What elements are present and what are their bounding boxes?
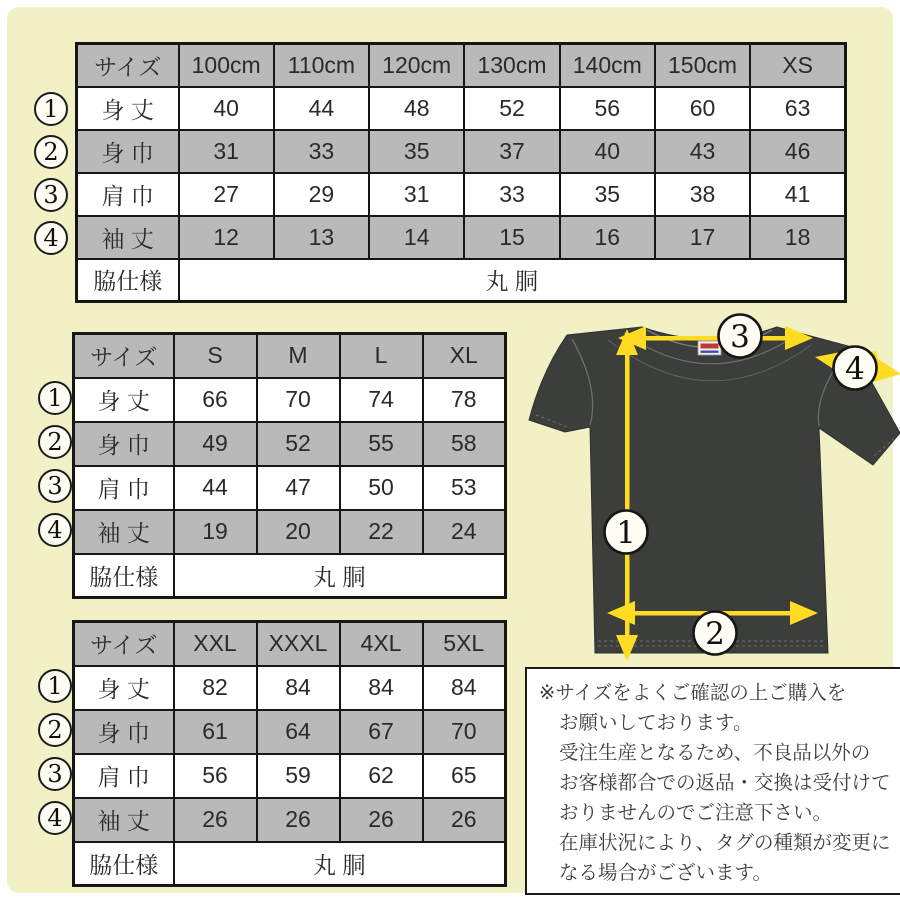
notice-line: なる場合がございます。 xyxy=(559,862,772,884)
size-value-cell: 56 xyxy=(560,87,655,130)
notice-box xyxy=(525,667,900,895)
svg-text:4: 4 xyxy=(845,351,865,387)
size-value-cell: 29 xyxy=(274,173,369,216)
size-value-cell: 53 xyxy=(423,466,506,510)
table-row xyxy=(74,378,506,422)
size-value-cell: 52 xyxy=(464,87,559,130)
notice-line: お客様都合での返品・交換は受付けて xyxy=(559,772,891,794)
size-value-cell: 26 xyxy=(174,798,257,842)
size-table-big xyxy=(47,620,507,887)
size-value-cell: 84 xyxy=(423,666,506,710)
row-marker-2: 2 xyxy=(34,135,68,169)
table-row xyxy=(74,710,506,754)
size-value-cell: 33 xyxy=(274,130,369,173)
size-value-cell: 84 xyxy=(340,666,423,710)
footer-label: 脇仕様 xyxy=(74,554,174,598)
table-row xyxy=(74,754,506,798)
column-header: 100cm xyxy=(179,44,274,87)
size-value-cell: 49 xyxy=(174,422,257,466)
column-header: XXXL xyxy=(257,622,340,666)
row-label: 身 巾 xyxy=(74,710,174,754)
size-value-cell: 48 xyxy=(369,87,464,130)
column-header: L xyxy=(340,334,423,378)
marker-4 xyxy=(834,347,877,390)
marker-2 xyxy=(694,612,737,655)
size-value-cell: 17 xyxy=(655,216,750,259)
size-value-cell: 62 xyxy=(340,754,423,798)
size-value-cell: 31 xyxy=(369,173,464,216)
brand-tag xyxy=(698,341,721,355)
row-marker-gutter xyxy=(34,42,70,303)
size-value-cell: 82 xyxy=(174,666,257,710)
size-value-cell: 47 xyxy=(257,466,340,510)
size-value-cell: 41 xyxy=(750,173,845,216)
size-value-cell: 43 xyxy=(655,130,750,173)
row-label: 身 巾 xyxy=(77,130,179,173)
svg-text:1: 1 xyxy=(616,515,636,551)
table-row xyxy=(77,87,846,130)
size-value-cell: 40 xyxy=(179,87,274,130)
table-row xyxy=(74,666,506,710)
column-header: XXL xyxy=(174,622,257,666)
marker-3 xyxy=(719,315,762,358)
size-value-cell: 18 xyxy=(750,216,845,259)
tshirt-diagram xyxy=(512,303,900,675)
row-marker-4: 4 xyxy=(34,221,68,255)
size-value-cell: 12 xyxy=(179,216,274,259)
table-row xyxy=(77,173,846,216)
size-value-cell: 27 xyxy=(179,173,274,216)
page-background xyxy=(7,7,893,893)
size-value-cell: 24 xyxy=(423,510,506,554)
size-value-cell: 84 xyxy=(257,666,340,710)
size-table-kids xyxy=(43,42,847,303)
s-xl-size-table xyxy=(72,332,507,599)
size-value-cell: 78 xyxy=(423,378,506,422)
svg-text:2: 2 xyxy=(705,616,725,652)
row-label: 袖 丈 xyxy=(74,798,174,842)
column-header: M xyxy=(257,334,340,378)
footer-label: 脇仕様 xyxy=(77,259,179,302)
size-value-cell: 22 xyxy=(340,510,423,554)
size-value-cell: 44 xyxy=(174,466,257,510)
marker-1 xyxy=(605,511,648,554)
size-value-cell: 35 xyxy=(369,130,464,173)
table-row xyxy=(77,130,846,173)
row-marker-gutter xyxy=(38,332,74,599)
size-value-cell: 58 xyxy=(423,422,506,466)
footer-value: 丸 胴 xyxy=(174,554,506,598)
svg-text:3: 3 xyxy=(730,319,750,355)
column-header: XL xyxy=(423,334,506,378)
notice-line: 在庫状況により、タグの種類が変更に xyxy=(559,832,891,854)
row-marker-1: 1 xyxy=(38,669,72,703)
size-value-cell: 37 xyxy=(464,130,559,173)
row-marker-3: 3 xyxy=(34,178,68,212)
row-marker-1: 1 xyxy=(38,381,72,415)
row-label: 身 巾 xyxy=(74,422,174,466)
size-value-cell: 70 xyxy=(257,378,340,422)
size-value-cell: 15 xyxy=(464,216,559,259)
size-value-cell: 13 xyxy=(274,216,369,259)
size-value-cell: 26 xyxy=(340,798,423,842)
column-header: S xyxy=(174,334,257,378)
size-value-cell: 26 xyxy=(257,798,340,842)
size-value-cell: 31 xyxy=(179,130,274,173)
table-row xyxy=(74,422,506,466)
row-label: 袖 丈 xyxy=(77,216,179,259)
footer-row xyxy=(74,554,506,598)
size-value-cell: 20 xyxy=(257,510,340,554)
column-header: XS xyxy=(750,44,845,87)
size-value-cell: 74 xyxy=(340,378,423,422)
column-header: 110cm xyxy=(274,44,369,87)
table-row xyxy=(74,798,506,842)
size-value-cell: 16 xyxy=(560,216,655,259)
column-header: 150cm xyxy=(655,44,750,87)
row-label: 肩 巾 xyxy=(74,754,174,798)
size-value-cell: 61 xyxy=(174,710,257,754)
tshirt-svg xyxy=(512,303,900,675)
column-header: 130cm xyxy=(464,44,559,87)
row-marker-2: 2 xyxy=(38,713,72,747)
notice-line: お願いしております。 xyxy=(559,712,753,734)
table-row xyxy=(77,216,846,259)
size-value-cell: 40 xyxy=(560,130,655,173)
size-value-cell: 67 xyxy=(340,710,423,754)
size-value-cell: 50 xyxy=(340,466,423,510)
footer-value: 丸 胴 xyxy=(179,259,846,302)
size-value-cell: 33 xyxy=(464,173,559,216)
row-marker-2: 2 xyxy=(38,425,72,459)
row-label: 身 丈 xyxy=(74,378,174,422)
size-value-cell: 38 xyxy=(655,173,750,216)
row-marker-4: 4 xyxy=(38,801,72,835)
notice-line: おりませんのでご注意下さい。 xyxy=(559,802,833,824)
size-value-cell: 60 xyxy=(655,87,750,130)
table-row xyxy=(74,510,506,554)
row-marker-4: 4 xyxy=(38,513,72,547)
size-value-cell: 19 xyxy=(174,510,257,554)
row-label: 肩 巾 xyxy=(77,173,179,216)
row-label: 身 丈 xyxy=(77,87,179,130)
size-header-label: サイズ xyxy=(77,44,179,87)
row-label: 袖 丈 xyxy=(74,510,174,554)
notice-line: ※サイズをよくご確認の上ご購入を xyxy=(539,682,847,704)
size-table-adult xyxy=(47,332,507,599)
footer-row xyxy=(74,842,506,886)
size-value-cell: 26 xyxy=(423,798,506,842)
size-value-cell: 70 xyxy=(423,710,506,754)
size-value-cell: 44 xyxy=(274,87,369,130)
size-value-cell: 64 xyxy=(257,710,340,754)
size-value-cell: 55 xyxy=(340,422,423,466)
size-value-cell: 35 xyxy=(560,173,655,216)
size-value-cell: 59 xyxy=(257,754,340,798)
xxl-5xl-size-table xyxy=(72,620,507,887)
column-header: 4XL xyxy=(340,622,423,666)
column-header: 120cm xyxy=(369,44,464,87)
size-value-cell: 46 xyxy=(750,130,845,173)
footer-value: 丸 胴 xyxy=(174,842,506,886)
table-row xyxy=(74,466,506,510)
size-value-cell: 52 xyxy=(257,422,340,466)
size-value-cell: 56 xyxy=(174,754,257,798)
row-label: 肩 巾 xyxy=(74,466,174,510)
size-header-label: サイズ xyxy=(74,622,174,666)
row-marker-1: 1 xyxy=(34,92,68,126)
row-marker-gutter xyxy=(38,620,74,887)
footer-row xyxy=(77,259,846,302)
kids-xs-size-table xyxy=(75,42,847,303)
size-value-cell: 63 xyxy=(750,87,845,130)
column-header: 140cm xyxy=(560,44,655,87)
row-marker-3: 3 xyxy=(38,757,72,791)
column-header: 5XL xyxy=(423,622,506,666)
size-value-cell: 66 xyxy=(174,378,257,422)
row-marker-3: 3 xyxy=(38,469,72,503)
row-label: 身 丈 xyxy=(74,666,174,710)
notice-line: 受注生産となるため、不良品以外の xyxy=(559,742,871,764)
size-value-cell: 14 xyxy=(369,216,464,259)
size-value-cell: 65 xyxy=(423,754,506,798)
footer-label: 脇仕様 xyxy=(74,842,174,886)
size-header-label: サイズ xyxy=(74,334,174,378)
